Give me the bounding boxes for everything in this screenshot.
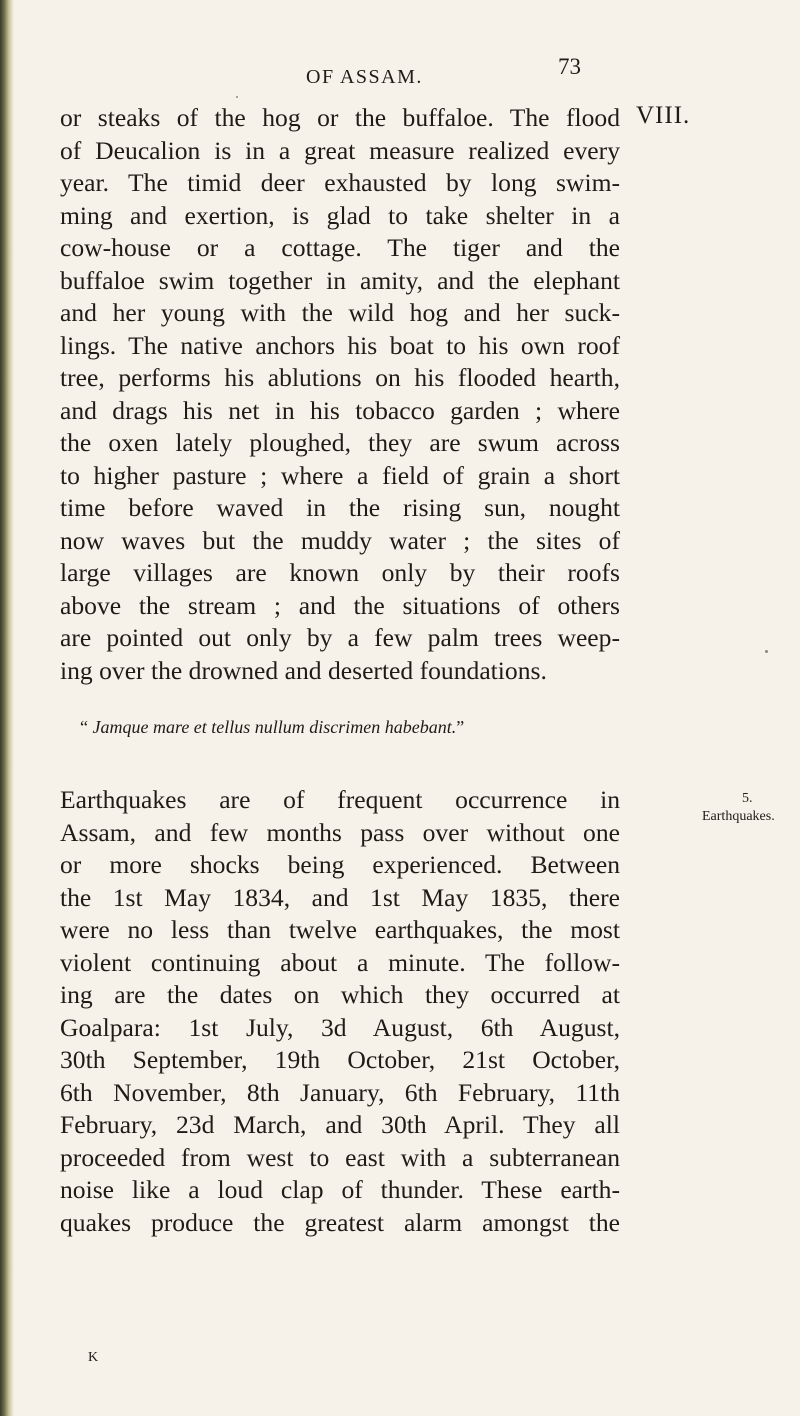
- text-line: and drags his net in his tobacco garden ; where: [60, 395, 620, 425]
- quote-open-mark: “: [80, 717, 93, 737]
- text-line: were no less than twelve earthquakes, the most: [60, 915, 620, 944]
- text-line: now waves but the muddy water ; the sites of: [60, 525, 620, 555]
- text-line: lings. The native anchors his boat to his own roof: [60, 330, 620, 360]
- text-line: Goalpara: 1st July, 3d August, 6th August,: [60, 1012, 620, 1042]
- text-line: February, 23d March, and 30th April. They all: [60, 1110, 620, 1139]
- text-line: ming and exertion, is glad to take shelter in a: [60, 200, 620, 230]
- text-line: the oxen lately ploughed, they are swum across: [60, 428, 620, 457]
- paragraph-earthquakes: [60, 784, 620, 1239]
- text-line: are pointed out only by a few palm trees weep-: [60, 623, 620, 652]
- text-line: and her young with the wild hog and her suck-: [60, 298, 620, 327]
- text-line: above the stream ; and the situations of others: [60, 590, 620, 620]
- text-line: or more shocks being experienced. Between: [60, 850, 620, 879]
- text-line: time before waved in the rising sun, nought: [60, 493, 620, 522]
- text-line: Assam, and few months pass over without one: [60, 817, 620, 847]
- text-line: ing are the dates on which they occurred at: [60, 980, 620, 1009]
- paragraph-flood: [60, 102, 620, 687]
- paper-speck: [765, 650, 768, 653]
- text-line: violent continuing about a minute. The follow-: [60, 947, 620, 977]
- running-head: [0, 54, 800, 96]
- text-line: large villages are known only by their roofs: [60, 558, 620, 587]
- page-number: 73: [558, 54, 581, 79]
- text-line: Earthquakes are of frequent occurrence in: [60, 785, 620, 814]
- quote-text: Jamque mare et tellus nullum discrimen habebant.: [92, 717, 457, 737]
- text-line: or steaks of the hog or the buffaloe. The flood: [60, 103, 620, 132]
- paper-speck: [236, 96, 238, 98]
- latin-quotation: [80, 717, 464, 738]
- text-line: the 1st May 1834, and 1st May 1835, there: [60, 882, 620, 912]
- page-binding-edge: [0, 0, 14, 1416]
- signature-mark: K: [88, 1350, 99, 1365]
- chapter-number: VIII.: [636, 102, 691, 129]
- margin-note-earthquakes: [702, 790, 800, 826]
- text-line: 6th November, 8th January, 6th February, 11th: [60, 1077, 620, 1107]
- text-line: buffaloe swim together in amity, and the elephant: [60, 265, 620, 295]
- text-line: proceeded from west to east with a subterranean: [60, 1142, 620, 1172]
- text-line: 30th September, 19th October, 21st October,: [60, 1045, 620, 1074]
- text-line: year. The timid deer exhausted by long swim-: [60, 168, 620, 197]
- text-line: tree, performs his ablutions on his flooded hearth,: [60, 363, 620, 392]
- text-line: noise like a loud clap of thunder. These earth-: [60, 1175, 620, 1204]
- text-line: cow-house or a cottage. The tiger and the: [60, 233, 620, 262]
- text-line: ing over the drowned and deserted foundations.: [60, 655, 547, 685]
- text-line: of Deucalion is in a great measure realized every: [60, 135, 620, 165]
- running-title: OF ASSAM.: [306, 66, 423, 88]
- section-number: 5.: [742, 791, 753, 806]
- text-line: to higher pasture ; where a field of grain a short: [60, 460, 620, 490]
- text-line: quakes produce the greatest alarm amongst the: [60, 1207, 620, 1237]
- section-label: Earthquakes.: [702, 809, 775, 824]
- quote-close-mark: ”: [456, 717, 465, 737]
